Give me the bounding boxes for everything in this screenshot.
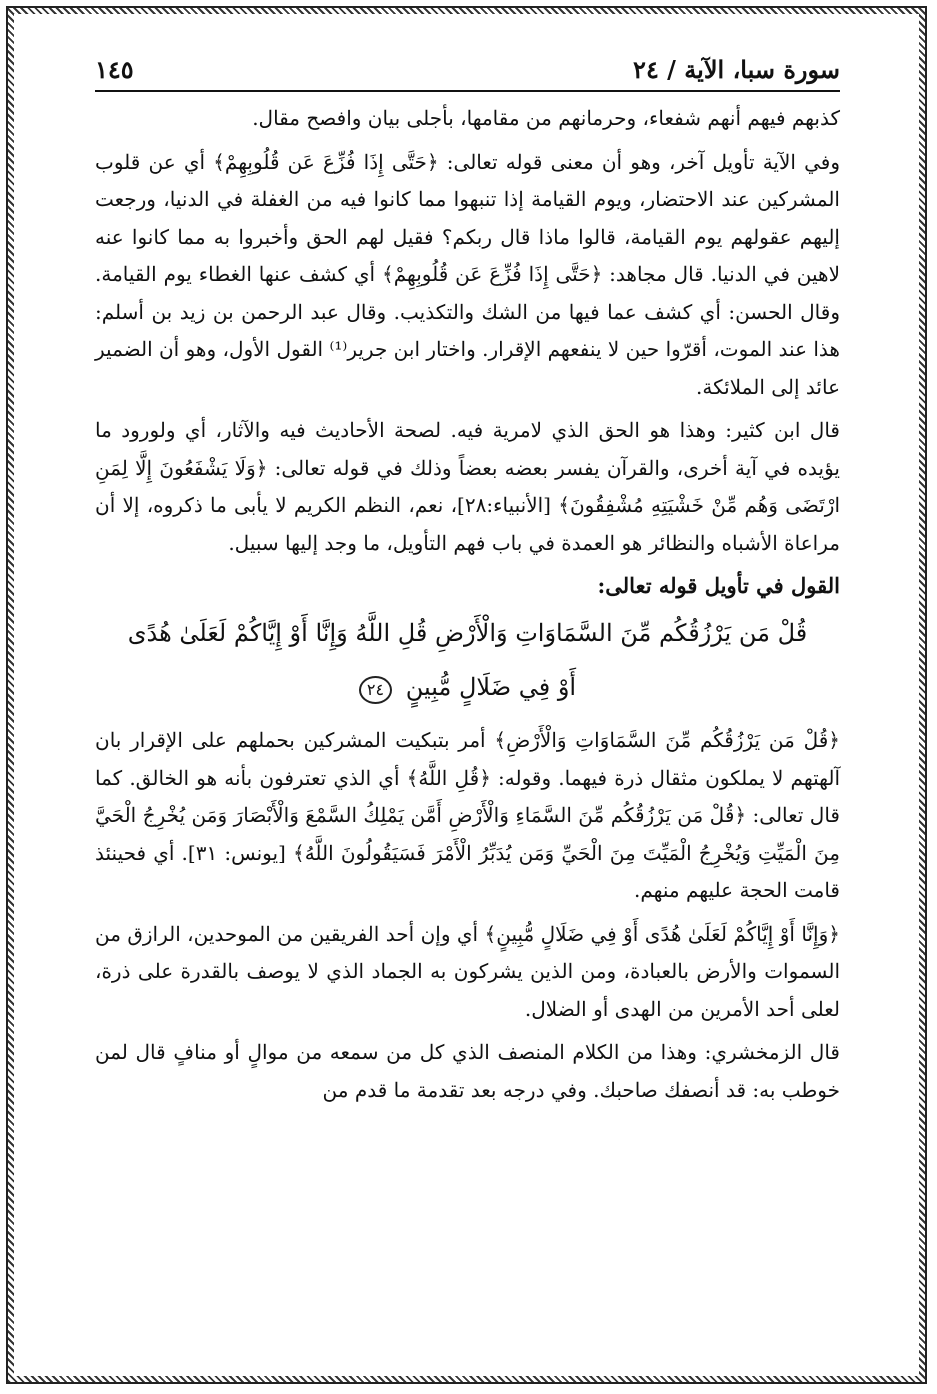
- paragraph-6: قال الزمخشري: وهذا من الكلام المنصف الذي كل من سمعه من موالٍ أو منافٍ قال لمن خوطب به: قد أنصفك صاحبك. وفي درجه بعد تقدمة ما قدم من: [95, 1040, 840, 1102]
- paragraph-1: كذبهم فيهم أنهم شفعاء، وحرمانهم من مقامها، بأجلى بيان وافصح مقال.: [252, 106, 840, 130]
- quran-verse: [95, 606, 840, 714]
- page-number: ١٤٥: [95, 55, 134, 84]
- paragraph-4: ﴿قُلْ مَن يَرْزُقُكُم مِّنَ السَّمَاوَاتِ وَالْأَرْضِ﴾ أمر بتبكيت المشركين بحملهم على الإقرار بان آلهتهم لا يملكون مثقال ذرة فيهما. وقوله: ﴿قُلِ اللَّهُ﴾ أي الذي تعترفون بأنه هو الخالق. كما قال تعالى: ﴿قُلْ مَن يَرْزُقُكُم مِّنَ السَّمَاءِ وَالْأَرْضِ أَمَّن يَمْلِكُ السَّمْعَ وَالْأَبْصَارَ وَمَن يُخْرِجُ الْحَيَّ مِنَ الْمَيِّتِ وَيُخْرِجُ الْمَيِّتَ مِنَ الْحَيِّ وَمَن يُدَبِّرُ الْأَمْرَ فَسَيَقُولُونَ اللَّهُ﴾ [يونس: ٣١]. أي فحينئذ قامت الحجة عليهم منهم.: [95, 728, 840, 902]
- paragraph-2: وفي الآية تأويل آخر، وهو أن معنى قوله تعالى: ﴿حَتَّى إِذَا فُزِّعَ عَن قُلُوبِهِمْ﴾ أي عن قلوب المشركين عند الاحتضار، ويوم القيامة إذا تنبهوا مما كانوا فيه من الغفلة في الدنيا، ورجعت إليهم عقولهم يوم القيامة، قالوا ماذا قال ربكم؟ فقيل لهم الحق وأخبروا به مما كانوا عنه لاهين في الدنيا. قال مجاهد: ﴿حَتَّى إِذَا فُزِّعَ عَن قُلُوبِهِمْ﴾ أي كشف عنها الغطاء يوم القيامة. وقال الحسن: أي كشف عما فيها من الشك والتكذيب. وقال عبد الرحمن بن زيد بن أسلم: هذا عند الموت، أقرّوا حين لا ينفعهم الإقرار. واختار ابن جرير⁽¹⁾ القول الأول، وهو أن الضمير عائد إلى الملائكة.: [95, 149, 840, 399]
- verse-number-badge: ٢٤: [359, 676, 392, 704]
- paragraph-3: قال ابن كثير: وهذا هو الحق الذي لامرية فيه. لصحة الأحاديث فيه والآثار، أي ولورود ما يؤيده في آية أخرى، والقرآن يفسر بعضه بعضاً وذلك في قوله تعالى: ﴿وَلَا يَشْفَعُونَ إِلَّا لِمَنِ ارْتَضَى وَهُم مِّنْ خَشْيَتِهِ مُشْفِقُونَ﴾ [الأنبياء:٢٨]، نعم، النظم الكريم لا يأبى ما ذكروه، إلا أن مراعاة الأشباه والنظائر هو العمدة في باب فهم التأويل، ما وجد إليها سبيل.: [95, 418, 840, 555]
- running-title: سورة سبا، الآية / ٢٤: [633, 55, 840, 84]
- verse-line-2: [95, 660, 840, 714]
- section-heading: القول في تأويل قوله تعالى:: [597, 573, 840, 598]
- page-header: [95, 55, 840, 92]
- book-page: [95, 55, 840, 1115]
- paragraph-5: ﴿وَإِنَّا أَوْ إِيَّاكُمْ لَعَلَىٰ هُدًى أَوْ فِي ضَلَالٍ مُّبِينٍ﴾ أي وإن أحد الفريقين من الموحدين، الرازق من السموات والأرض بالعبادة، ومن الذين يشركون به الجماد الذي لا يوصف بالقدرة على ذرة، لعلى أحد الأمرين من الهدى أو الضلال.: [95, 921, 840, 1021]
- verse-line-1: قُلْ مَن يَرْزُقُكُم مِّنَ السَّمَاوَاتِ وَالْأَرْضِ قُلِ اللَّهُ وَإِنَّا أَوْ إِيَّاكُمْ لَعَلَىٰ هُدًى: [127, 619, 808, 647]
- verse-line-2-text: أَوْ فِي ضَلَالٍ مُّبِينٍ: [405, 673, 577, 701]
